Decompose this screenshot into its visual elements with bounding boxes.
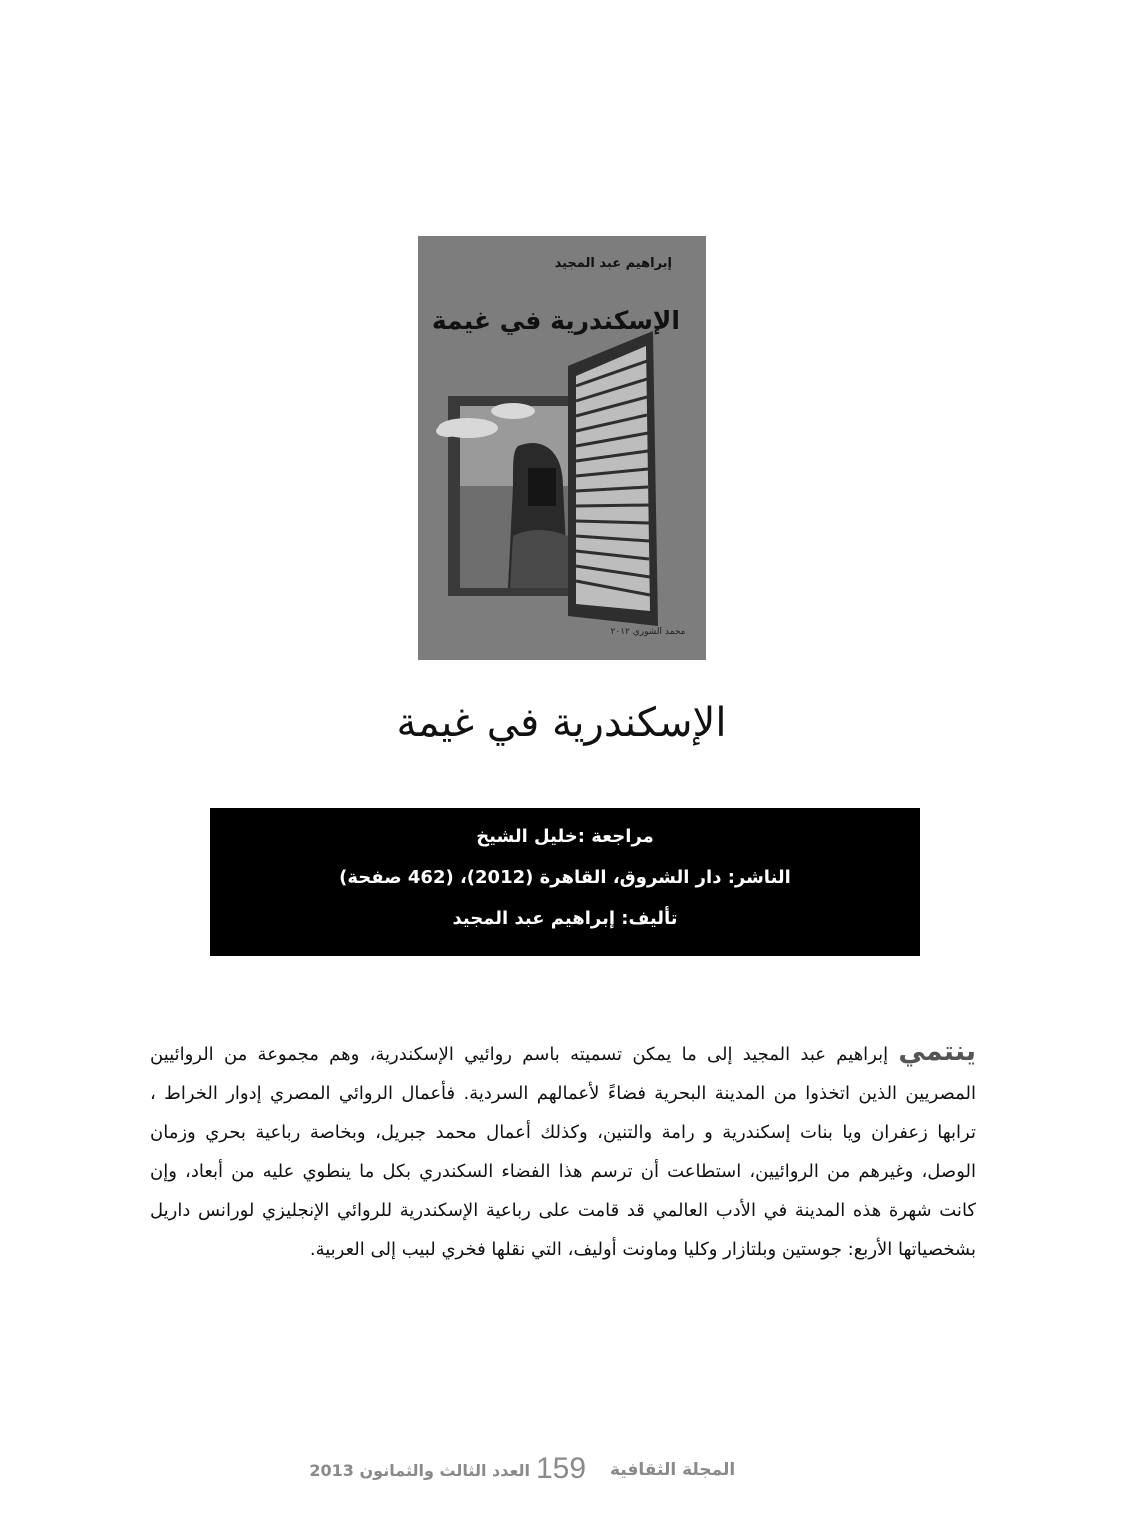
- review-paragraph: [150, 1032, 976, 1269]
- page-footer: [309, 1452, 800, 1492]
- magazine-name: المجلة الثقافية: [610, 1460, 736, 1480]
- issue-label: العدد الثالث والثمانون 2013: [309, 1461, 530, 1480]
- page-number: 159: [536, 1452, 587, 1485]
- cover-author: إبراهيم عبد المجيد: [554, 256, 672, 271]
- publisher-line: الناشر: دار الشروق، القاهرة (2012)، (462 صفحة): [339, 867, 791, 888]
- cover-title: الإسكندرية في غيمة: [431, 306, 680, 335]
- lead-word: ينتمي: [898, 1036, 976, 1067]
- book-info-box: [210, 808, 920, 956]
- page-title: الإسكندرية في غيمة: [396, 700, 727, 746]
- author-line: تأليف: إبراهيم عبد المجيد: [452, 908, 678, 929]
- cover-signature: محمد الشوري ٢٠١٢: [610, 627, 686, 637]
- book-cover: [418, 236, 706, 660]
- cover-illustration: [418, 236, 706, 660]
- reviewer-line: مراجعة :خليل الشيخ: [476, 826, 654, 847]
- paragraph-text: إبراهيم عبد المجيد إلى ما يمكن تسميته باسم روائيي الإسكندرية، وهم مجموعة من الروائيين المصريين الذين اتخذوا من المدينة البحرية فضاءً لأعمالهم السردية. فأعمال الروائي المصري إدوار الخراط ، ترابها زعفران ويا بنات إسكندرية و رامة والتنين، وكذلك أعمال محمد جبريل، وبخاصة رباعية بحري وزمان الوصل، وغيرهم من الروائيين، استطاعت أن ترسم هذا الفضاء السكندري بكل ما ينطوي عليه من أبعاد، وإن كانت شهرة هذه المدينة في الأدب العالمي قد قامت على رباعية الإسكندرية للروائي الإنجليزي لورانس داريل بشخصياتها الأربع: جوستين وبلتازار وكليا وماونت أوليف، التي نقلها فخري لبيب إلى العربية.: [150, 1044, 976, 1260]
